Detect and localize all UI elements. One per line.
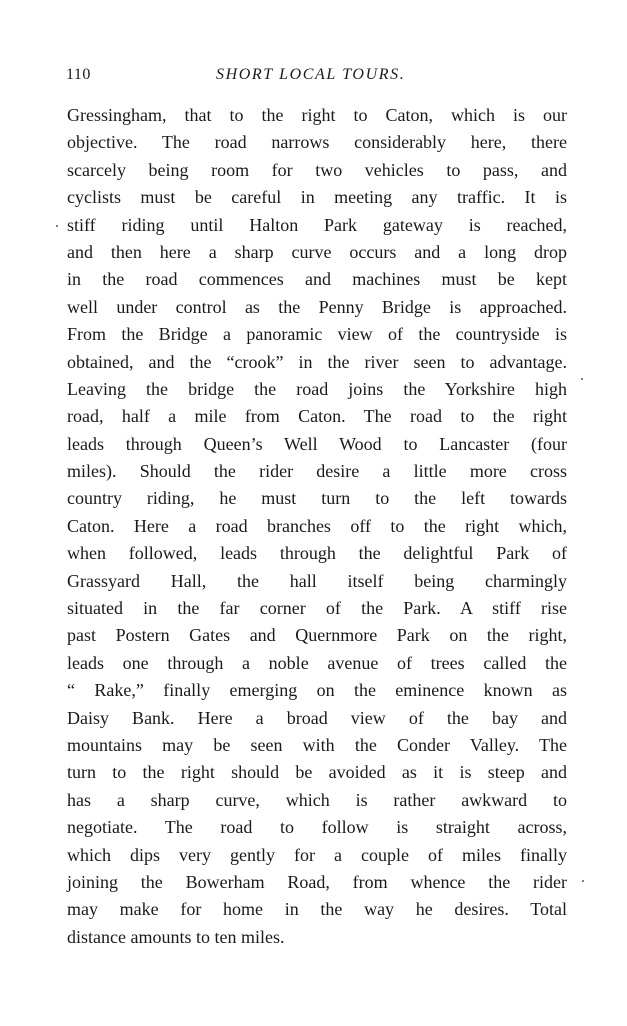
text-line: cyclists must be careful in meeting any traffic. It is: [67, 187, 567, 208]
text-line: leads one through a noble avenue of trees called the: [67, 652, 567, 673]
text-line: situated in the far corner of the Park. A stiff rise: [67, 598, 567, 619]
text-line: Leaving the bridge the road joins the Yorkshire high: [67, 378, 567, 399]
text-line: miles). Should the rider desire a little more cross: [67, 461, 567, 482]
text-line: well under control as the Penny Bridge is approached.: [67, 296, 567, 317]
text-line: stiff riding until Halton Park gateway is reached,: [67, 214, 567, 235]
text-line: road, half a mile from Caton. The road to the right: [67, 406, 567, 427]
text-line: Grassyard Hall, the hall itself being charmingly: [67, 570, 567, 591]
running-head: SHORT LOCAL TOURS.: [216, 66, 406, 83]
text-line: joining the Bowerham Road, from whence the rider: [67, 871, 567, 892]
text-line: country riding, he must turn to the left towards: [67, 488, 567, 509]
text-line: when followed, leads through the delightful Park of: [67, 543, 567, 564]
text-line: and then here a sharp curve occurs and a long drop: [67, 241, 567, 262]
text-line: which dips very gently for a couple of miles finally: [67, 844, 567, 865]
text-line: turn to the right should be avoided as it is steep and: [67, 762, 567, 783]
text-line: From the Bridge a panoramic view of the countryside is: [67, 324, 567, 345]
body-text: [67, 102, 567, 951]
text-line: scarcely being room for two vehicles to pass, and: [67, 159, 567, 180]
margin-speck: [56, 225, 58, 227]
text-line: objective. The road narrows considerably here, there: [67, 132, 567, 153]
text-line: “ Rake,” finally emerging on the eminence known as: [67, 680, 567, 701]
page-number: 110: [66, 66, 91, 83]
text-line: negotiate. The road to follow is straight across,: [67, 817, 567, 838]
text-line: has a sharp curve, which is rather awkward to: [67, 789, 567, 810]
text-line-last: distance amounts to ten miles.: [67, 926, 285, 947]
text-line: Gressingham, that to the right to Caton, which is our: [67, 105, 567, 125]
margin-speck: [581, 378, 583, 380]
text-line: in the road commences and machines must be kept: [67, 269, 567, 290]
text-line: mountains may be seen with the Conder Valley. The: [67, 734, 567, 755]
page-header: [66, 64, 566, 86]
text-line: leads through Queen’s Well Wood to Lancaster (four: [67, 433, 567, 454]
text-line: may make for home in the way he desires. Total: [67, 899, 567, 920]
text-line: Caton. Here a road branches off to the right which,: [67, 515, 567, 536]
text-line: obtained, and the “crook” in the river seen to advantage.: [67, 351, 567, 372]
margin-speck: [582, 880, 584, 882]
text-line: past Postern Gates and Quernmore Park on the right,: [67, 625, 567, 646]
text-line: Daisy Bank. Here a broad view of the bay and: [67, 707, 567, 728]
